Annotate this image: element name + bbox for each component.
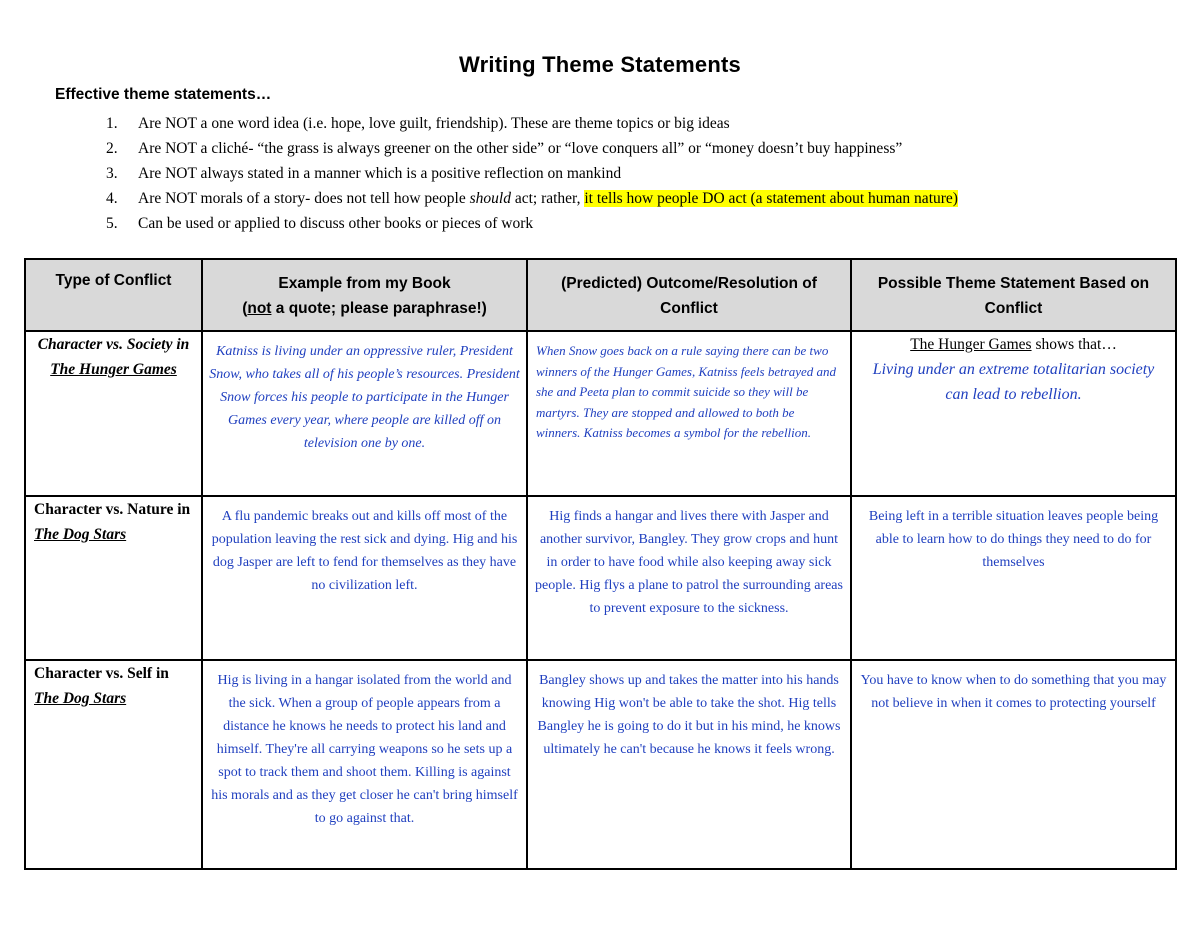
criteria-number: 1. xyxy=(106,115,118,132)
criteria-text: Are NOT morals of a story- does not tell how people xyxy=(138,190,470,207)
page-title: Writing Theme Statements xyxy=(459,52,741,77)
criteria-number: 5. xyxy=(106,215,118,232)
criteria-text: Are NOT a one word idea (i.e. hope, love guilt, friendship). These are theme topics or big ideas xyxy=(138,115,730,132)
table-row xyxy=(25,496,1176,660)
criteria-item xyxy=(106,211,958,236)
outcome-cell: Hig finds a hangar and lives there with Jasper and another survivor, Bangley. They grow crops and hunt in order to have food while also keeping away sick people. Hig flys a plane to patrol the surrounding areas to prevent exposure to the sickness. xyxy=(527,496,851,660)
theme-cell: Being left in a terrible situation leaves people being able to learn how to do things they need to do for themselves xyxy=(851,496,1176,660)
header-type-of-conflict: Type of Conflict xyxy=(25,259,202,331)
criteria-number: 4. xyxy=(106,190,118,207)
theme-lead xyxy=(860,332,1167,357)
conflict-type-label: Character vs. Nature in xyxy=(34,501,191,518)
criteria-text: Are NOT always stated in a manner which is a positive reflection on mankind xyxy=(138,165,622,182)
theme-cell xyxy=(851,331,1176,496)
example-cell: Katniss is living under an oppressive ruler, President Snow, who takes all of his people’s resources. President Snow forces his people to participate in the Hunger Games every year, where people are killed off on television one by one. xyxy=(202,331,527,496)
criteria-text: Can be used or applied to discuss other books or pieces of work xyxy=(138,215,534,232)
criteria-text: Are NOT a cliché- “the grass is always greener on the other side” or “love conquers all” or “money doesn’t buy happiness” xyxy=(138,140,903,157)
book-title: The Hunger Games xyxy=(50,361,177,378)
table-row xyxy=(25,660,1176,869)
table-header-row xyxy=(25,259,1176,331)
header-paren: ( xyxy=(242,300,248,317)
header-outcome: (Predicted) Outcome/Resolution of Conflict xyxy=(527,259,851,331)
criteria-emphasis: should xyxy=(469,190,511,207)
conflict-type-label: Character vs. Self in xyxy=(34,665,169,682)
book-title: The Dog Stars xyxy=(34,526,127,543)
outcome-cell: When Snow goes back on a rule saying there can be two winners of the Hunger Games, Katniss feels betrayed and she and Peeta plan to commit suicide so they will be martyrs. They are stopped and allowed to both be winners. Katniss becomes a symbol for the rebellion. xyxy=(527,331,851,496)
table-row xyxy=(25,331,1176,496)
conflict-type-cell xyxy=(25,331,202,496)
criteria-item xyxy=(106,111,958,136)
header-not: not xyxy=(247,300,272,317)
outcome-cell: Bangley shows up and takes the matter into his hands knowing Hig won't be able to take the shot. Hig tells Bangley he is going to do it but in his mind, he knows ultimately he can't because he knows it feels wrong. xyxy=(527,660,851,869)
conflict-type-cell xyxy=(25,496,202,660)
theme-statement: Living under an extreme totalitarian society can lead to rebellion. xyxy=(872,361,1155,403)
header-example xyxy=(202,259,527,331)
book-title: The Hunger Games xyxy=(910,336,1032,353)
conflict-type-cell xyxy=(25,660,202,869)
header-example-line1: Example from my Book xyxy=(278,275,451,292)
highlighted-text: it tells how people DO act (a statement about human nature) xyxy=(584,190,958,207)
criteria-item xyxy=(106,136,958,161)
criteria-number: 2. xyxy=(106,140,118,157)
criteria-number: 3. xyxy=(106,165,118,182)
header-example-line2 xyxy=(211,296,518,321)
conflict-table xyxy=(24,258,1177,870)
subheading: Effective theme statements… xyxy=(55,86,272,103)
criteria-item xyxy=(106,186,958,211)
example-cell: Hig is living in a hangar isolated from the world and the sick. When a group of people appears from a distance he knows he needs to protect his land and himself. They're all carrying weapons so he sets up a spot to track them and shoot them. Killing is against his morals and as they get closer he can't bring himself to go against that. xyxy=(202,660,527,869)
criteria-item xyxy=(106,161,958,186)
book-title: The Dog Stars xyxy=(34,690,127,707)
conflict-type-label: Character vs. Society in xyxy=(37,336,190,353)
header-example-rest: a quote; please paraphrase!) xyxy=(271,300,487,317)
criteria-text: act; rather, xyxy=(510,190,585,207)
theme-cell: You have to know when to do something that you may not believe in when it comes to protecting yourself xyxy=(851,660,1176,869)
header-theme: Possible Theme Statement Based on Conflict xyxy=(851,259,1176,331)
example-cell: A flu pandemic breaks out and kills off most of the population leaving the rest sick and dying. Hig and his dog Jasper are left to fend for themselves as they have no civilization left. xyxy=(202,496,527,660)
criteria-list xyxy=(106,111,958,236)
theme-shows: shows that… xyxy=(1031,336,1117,353)
